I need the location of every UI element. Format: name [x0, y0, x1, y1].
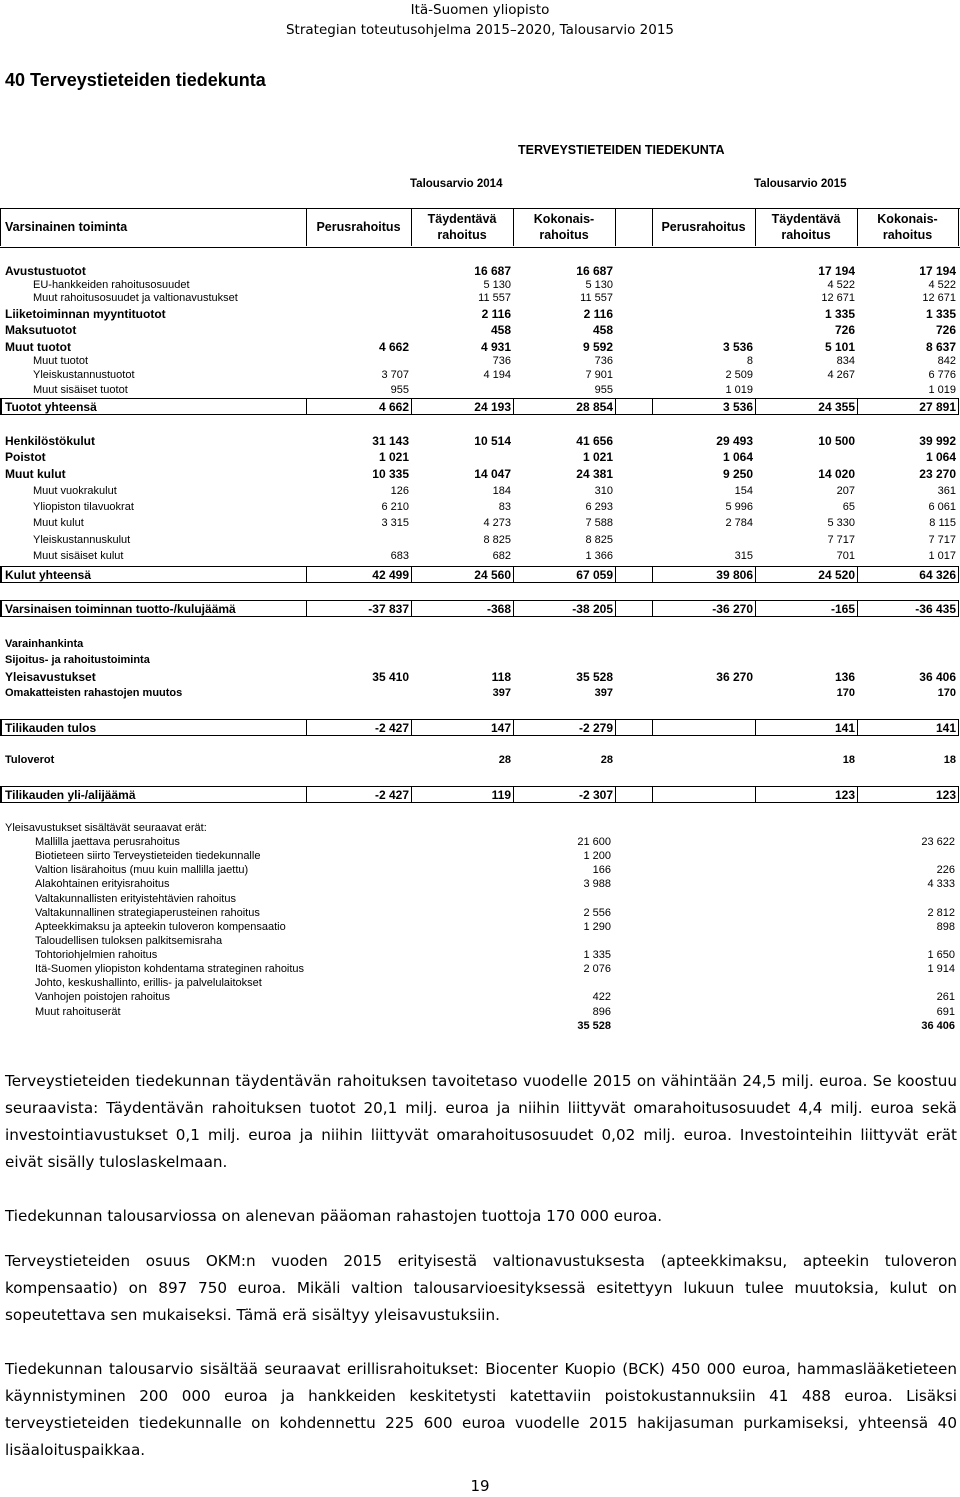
- row-value: 397: [594, 687, 613, 699]
- row-value: 726: [935, 323, 956, 337]
- row-value: 7 717: [928, 534, 956, 546]
- paragraph-2: Tiedekunnan talousarviossa on alenevan pääoman rahastojen tuottoja 170 000 euroa.: [5, 1207, 663, 1225]
- row-value: 4 273: [483, 517, 511, 529]
- row-value: 24 355: [818, 400, 855, 414]
- page-number: 19: [470, 1477, 490, 1495]
- total-box-divider: [411, 600, 412, 617]
- row-value: 141: [834, 721, 855, 735]
- notes-value-2014: 1 335: [583, 949, 611, 961]
- row-value: 1 064: [925, 450, 956, 464]
- row-value: 10 514: [474, 434, 511, 448]
- paragraph-3: Terveystieteiden osuus OKM:n vuoden 2015 erityisestä valtionavustuksesta (apteekkimaksu, apteekin tuloveron kompensaatio) on 897 750 euroa. Mikäli valtion talousarvioesityksessä esitettyyn lukuun tulee muutoksia, kulut on sopeutettava sen mukaiseksi. Tämä erä sisältyy yleisavustuksiin.: [5, 1252, 957, 1324]
- row-value: 834: [836, 355, 855, 367]
- year-2015-label: Talousarvio 2015: [754, 178, 847, 190]
- row-value: 154: [734, 485, 753, 497]
- row-value: 5 330: [827, 517, 855, 529]
- notes-value-2015: 691: [936, 1006, 955, 1018]
- row-value: 207: [836, 485, 855, 497]
- row-value: 8: [746, 355, 753, 367]
- row-value: 12 671: [821, 292, 855, 304]
- row-value: 11 557: [478, 292, 511, 304]
- row-label: Yleiskustannustuotot: [33, 369, 135, 381]
- row-value: 14 047: [474, 467, 511, 481]
- header-line-2: Strategian toteutusohjelma 2015–2020, Talousarvio 2015: [285, 22, 675, 38]
- row-label: Poistot: [5, 450, 46, 464]
- row-value: 16 687: [474, 264, 511, 278]
- row-value: -2 307: [578, 788, 613, 802]
- row-label: Kulut yhteensä: [5, 568, 92, 582]
- row-value: 8 825: [483, 534, 511, 546]
- row-value: -36 435: [915, 602, 956, 616]
- row-value: 5 101: [824, 340, 855, 354]
- row-value: -37 837: [368, 602, 409, 616]
- row-value: 955: [390, 384, 409, 396]
- row-value: 23 270: [919, 467, 956, 481]
- notes-item-label: Biotieteen siirto Terveystieteiden tiedekunnalle: [35, 850, 261, 862]
- total-box-divider: [513, 719, 514, 736]
- total-box-divider: [857, 719, 858, 736]
- notes-value-2015: 4 333: [927, 878, 955, 890]
- paragraph-4: Tiedekunnan talousarvio sisältää seuraavat erillisrahoitukset: Biocenter Kuopio (BCK) 450 000 euroa, hammaslääketieteen käynnistyminen 200 000 euroa ja hankkeiden keskitetysti katettaviin poistokustannuksiin 41 488 euroa. Lisäksi terveystieteiden tiedekunnalle on kohdennettu 225 600 euroa vuodelle 2015 hakijasuman purkamiseksi, yhteensä 40 lisäaloituspaikkaa.: [5, 1360, 957, 1459]
- table-caption: TERVEYSTIETEIDEN TIEDEKUNTA: [518, 143, 725, 157]
- notes-value-2015: 1 650: [927, 949, 955, 961]
- row-value: 4 522: [827, 279, 855, 291]
- row-value: 28 854: [576, 400, 613, 414]
- total-box-divider: [513, 600, 514, 617]
- year-2014-label: Talousarvio 2014: [410, 178, 503, 190]
- col-koko-2015: Kokonais- rahoitus: [877, 212, 938, 242]
- row-value: -165: [830, 602, 855, 616]
- total-box: [0, 719, 959, 736]
- row-value: 119: [491, 788, 511, 802]
- row-value: -2 279: [578, 721, 613, 735]
- row-value: 701: [836, 550, 855, 562]
- row-value: 36 406: [919, 670, 956, 684]
- row-value: 458: [490, 323, 511, 337]
- notes-value-2014: 3 988: [583, 878, 611, 890]
- row-label: Varsinaisen toiminnan tuotto-/kulujäämä: [5, 602, 236, 616]
- total-box-divider: [652, 786, 653, 803]
- row-value: 17 194: [818, 264, 855, 278]
- row-value: 170: [937, 687, 956, 699]
- row-value: 83: [498, 501, 511, 513]
- row-label: Muut rahoitusosuudet ja valtionavustukset: [33, 292, 238, 304]
- row-value: 35 410: [372, 670, 409, 684]
- row-value: 10 500: [818, 434, 855, 448]
- row-value: 41 656: [576, 434, 613, 448]
- row-value: 42 499: [372, 568, 409, 582]
- total-box: [0, 600, 959, 617]
- row-value: 9 592: [582, 340, 613, 354]
- total-box-divider: [615, 566, 616, 583]
- row-value: 2 116: [481, 307, 511, 321]
- notes-value-2015: 36 406: [921, 1020, 955, 1032]
- row-value: 458: [592, 323, 613, 337]
- row-label: EU-hankkeiden rahoitusosuudet: [33, 279, 190, 291]
- row-value: 35 528: [576, 670, 613, 684]
- notes-value-2014: 2 076: [583, 963, 611, 975]
- row-value: 31 143: [372, 434, 409, 448]
- notes-item-label: Taloudellisen tuloksen palkitsemisraha: [35, 935, 223, 947]
- row-value: 842: [937, 355, 956, 367]
- total-box-divider: [857, 786, 858, 803]
- total-box-divider: [652, 600, 653, 617]
- total-box-divider: [306, 719, 307, 736]
- total-box-divider: [652, 398, 653, 415]
- row-value: 7 717: [827, 534, 855, 546]
- row-value: 7 588: [585, 517, 613, 529]
- row-value: 36 270: [716, 670, 753, 684]
- row-value: 5 130: [585, 279, 613, 291]
- row-value: 8 115: [929, 517, 956, 529]
- row-value: 39 992: [919, 434, 956, 448]
- row-value: 5 130: [483, 279, 511, 291]
- header-divider: [615, 208, 616, 246]
- row-value: 126: [390, 485, 409, 497]
- notes-value-2015: 261: [936, 991, 955, 1003]
- row-value: 1 017: [928, 550, 956, 562]
- row-label: Muut sisäiset kulut: [33, 550, 124, 562]
- row-value: 8 825: [585, 534, 613, 546]
- row-value: 14 020: [818, 467, 855, 481]
- total-box-divider: [615, 600, 616, 617]
- total-box-divider: [306, 600, 307, 617]
- row-value: 10 335: [372, 467, 409, 481]
- row-value: 8 637: [925, 340, 956, 354]
- notes-item-label: Tohtoriohjelmien rahoitus: [35, 949, 158, 961]
- notes-value-2015: 23 622: [921, 836, 955, 848]
- total-box-divider: [411, 719, 412, 736]
- row-value: 1 021: [582, 450, 613, 464]
- paragraph-1: Terveystieteiden tiedekunnan täydentävän rahoituksen tavoitetaso vuodelle 2015 on vähintään 24,5 milj. euroa. Se koostuu seuraavista: Täydentävän rahoituksen tuotot 20,1 milj. euroa ja niihin liittyvät omarahoitusosuudet 4,4 milj. euroa sekä investointiavustukset 0,1 milj. euroa ja niihin liittyvät omarahoitusosuudet 0,02 milj. euroa. Investointeihin liittyvät erät eivät sisälly tuloslaskelmaan.: [5, 1072, 957, 1171]
- row-value: 7 901: [585, 369, 613, 381]
- row-value: 11 557: [580, 292, 613, 304]
- row-label: Henkilöstökulut: [5, 434, 96, 448]
- document-header: [270, 0, 690, 40]
- row-value: 1 366: [585, 550, 613, 562]
- row-value: 5 996: [725, 501, 753, 513]
- row-label: Tuloverot: [5, 754, 55, 766]
- row-value: 28: [600, 754, 613, 766]
- total-box-divider: [755, 719, 756, 736]
- total-box-divider: [755, 398, 756, 415]
- row-label: Sijoitus- ja rahoitustoiminta: [5, 654, 150, 666]
- header-line-1: Itä-Suomen yliopisto: [410, 2, 550, 18]
- row-label: Maksutuotot: [5, 323, 77, 337]
- notes-item-label: Valtakunnallisten erityistehtävien rahoitus: [35, 893, 236, 905]
- header-left-border: [0, 208, 1, 246]
- col-tayd-2015: Täydentävä rahoitus: [771, 212, 841, 242]
- row-value: 1 335: [925, 307, 956, 321]
- total-box-divider: [857, 566, 858, 583]
- notes-value-2014: 896: [592, 1006, 611, 1018]
- notes-value-2014: 166: [592, 864, 611, 876]
- total-box-divider: [411, 398, 412, 415]
- row-value: 4 522: [928, 279, 956, 291]
- notes-value-2015: 2 812: [927, 907, 955, 919]
- row-label: Tilikauden yli-/alijäämä: [5, 788, 136, 802]
- row-value: 315: [734, 550, 753, 562]
- row-value: 9 250: [722, 467, 753, 481]
- row-value: 123: [935, 788, 956, 802]
- row-value: 1 019: [928, 384, 956, 396]
- row-label: Muut tuotot: [5, 340, 71, 354]
- row-label: Yliopiston tilavuokrat: [33, 501, 134, 513]
- row-label: Liiketoiminnan myyntituotot: [5, 307, 166, 321]
- row-label: Tilikauden tulos: [5, 721, 97, 735]
- notes-item-label: Valtakunnallinen strategiaperusteinen rahoitus: [35, 907, 260, 919]
- notes-item-label: Muut rahoituserät: [35, 1006, 121, 1018]
- row-value: 3 536: [722, 400, 753, 414]
- total-box: [0, 786, 959, 803]
- row-value: 736: [492, 355, 511, 367]
- notes-item-label: Alakohtainen erityisrahoitus: [35, 878, 170, 890]
- row-value: 29 493: [716, 434, 753, 448]
- notes-value-2014: 2 556: [583, 907, 611, 919]
- row-value: 24 193: [474, 400, 511, 414]
- row-value: 4 662: [378, 400, 409, 414]
- total-box-divider: [615, 398, 616, 415]
- row-value: 17 194: [919, 264, 956, 278]
- row-value: 12 671: [922, 292, 956, 304]
- total-box-divider: [306, 786, 307, 803]
- row-value: -36 270: [712, 602, 753, 616]
- notes-item-label: Apteekkimaksu ja apteekin tuloveron kompensaatio: [35, 921, 286, 933]
- total-box-divider: [411, 566, 412, 583]
- row-value: 65: [842, 501, 855, 513]
- row-value: -38 205: [572, 602, 613, 616]
- total-box-divider: [615, 786, 616, 803]
- row-value: 170: [836, 687, 855, 699]
- total-box-divider: [857, 600, 858, 617]
- row-value: 6 293: [585, 501, 613, 513]
- total-box-divider: [306, 566, 307, 583]
- row-label: Omakatteisten rahastojen muutos: [5, 687, 183, 699]
- row-value: 118: [491, 670, 511, 684]
- row-label: Avustustuotot: [5, 264, 86, 278]
- notes-item-label: Mallilla jaettava perusrahoitus: [35, 836, 180, 848]
- total-box-divider: [615, 719, 616, 736]
- row-value: 16 687: [576, 264, 613, 278]
- notes-value-2014: 1 290: [583, 921, 611, 933]
- notes-value-2014: 422: [592, 991, 611, 1003]
- row-value: 136: [834, 670, 855, 684]
- row-value: 736: [594, 355, 613, 367]
- total-box-divider: [755, 786, 756, 803]
- row-value: 24 560: [474, 568, 511, 582]
- row-label: Yleiskustannuskulut: [33, 534, 131, 546]
- notes-item-label: Itä-Suomen yliopiston kohdentama strateginen rahoitus: [35, 963, 305, 975]
- row-label: Muut kulut: [5, 467, 66, 481]
- row-value: 1 335: [824, 307, 855, 321]
- row-value: 39 806: [716, 568, 753, 582]
- row-value: 1 021: [378, 450, 409, 464]
- row-value: 6 776: [928, 369, 956, 381]
- row-value: 6 210: [381, 501, 409, 513]
- row-value: 18: [842, 754, 855, 766]
- notes-heading: Yleisavustukset sisältävät seuraavat erät:: [5, 822, 207, 834]
- col-perus-2015: Perusrahoitus: [661, 220, 746, 234]
- header-right-border: [958, 208, 959, 246]
- row-value: 726: [834, 323, 855, 337]
- notes-value-2014: 1 200: [583, 850, 611, 862]
- row-value: -2 427: [374, 721, 409, 735]
- row-value: 683: [390, 550, 409, 562]
- row-label: Muut sisäiset tuotot: [33, 384, 128, 396]
- row-value: 3 315: [381, 517, 409, 529]
- row-label: Varainhankinta: [5, 638, 84, 650]
- row-value: 6 061: [928, 501, 956, 513]
- total-box-divider: [513, 566, 514, 583]
- notes-value-2015: 1 914: [927, 963, 955, 975]
- row-value: 4 931: [480, 340, 511, 354]
- total-box: [0, 566, 959, 583]
- row-label: Muut kulut: [33, 517, 84, 529]
- row-value: -2 427: [374, 788, 409, 802]
- total-box-divider: [513, 786, 514, 803]
- total-box-divider: [652, 566, 653, 583]
- row-value: 24 520: [818, 568, 855, 582]
- notes-value-2014: 21 600: [577, 836, 611, 848]
- notes-value-2015: 226: [936, 864, 955, 876]
- row-value: 955: [594, 384, 613, 396]
- col-koko-2014: Kokonais- rahoitus: [533, 212, 595, 242]
- row-header-label: Varsinainen toiminta: [5, 220, 128, 234]
- row-value: 24 381: [576, 467, 613, 481]
- row-value: 28: [498, 754, 511, 766]
- notes-value-2015: 898: [936, 921, 955, 933]
- row-label: Tuotot yhteensä: [5, 400, 97, 414]
- row-value: 147: [490, 721, 511, 735]
- row-value: 1 064: [722, 450, 753, 464]
- row-value: 64 326: [919, 568, 956, 582]
- row-value: 2 784: [725, 517, 753, 529]
- row-value: 682: [492, 550, 511, 562]
- col-perus-2014: Perusrahoitus: [316, 220, 401, 234]
- row-value: 2 116: [583, 307, 613, 321]
- row-value: 3 536: [722, 340, 753, 354]
- row-value: 4 662: [378, 340, 409, 354]
- row-value: -368: [486, 602, 511, 616]
- total-box-divider: [755, 566, 756, 583]
- row-value: 361: [937, 485, 956, 497]
- notes-item-label: Valtion lisärahoitus (muu kuin mallilla jaettu): [35, 864, 249, 876]
- total-box-divider: [306, 398, 307, 415]
- row-value: 18: [943, 754, 956, 766]
- page-title: 40 Terveystieteiden tiedekunta: [5, 70, 266, 90]
- total-box-divider: [513, 398, 514, 415]
- row-value: 3 707: [381, 369, 409, 381]
- total-box-divider: [652, 719, 653, 736]
- total-box-divider: [411, 786, 412, 803]
- row-label: Muut tuotot: [33, 355, 89, 367]
- row-value: 2 509: [725, 369, 753, 381]
- row-value: 310: [594, 485, 613, 497]
- row-value: 4 194: [483, 369, 511, 381]
- total-box-divider: [755, 600, 756, 617]
- row-value: 141: [935, 721, 956, 735]
- row-value: 1 019: [725, 384, 753, 396]
- total-box-divider: [857, 398, 858, 415]
- row-value: 67 059: [576, 568, 613, 582]
- row-value: 123: [834, 788, 855, 802]
- row-value: 27 891: [919, 400, 956, 414]
- notes-item-label: Vanhojen poistojen rahoitus: [35, 991, 170, 1003]
- row-label: Muut vuokrakulut: [33, 485, 117, 497]
- row-value: 184: [492, 485, 511, 497]
- row-label: Yleisavustukset: [5, 670, 96, 684]
- total-box: [0, 398, 959, 415]
- col-tayd-2014: Täydentävä rahoitus: [427, 212, 497, 242]
- row-value: 4 267: [827, 369, 855, 381]
- row-value: 397: [492, 687, 511, 699]
- notes-item-label: Johto, keskushallinto, erillis- ja palvelulaitokset: [35, 977, 262, 989]
- notes-value-2014: 35 528: [577, 1020, 611, 1032]
